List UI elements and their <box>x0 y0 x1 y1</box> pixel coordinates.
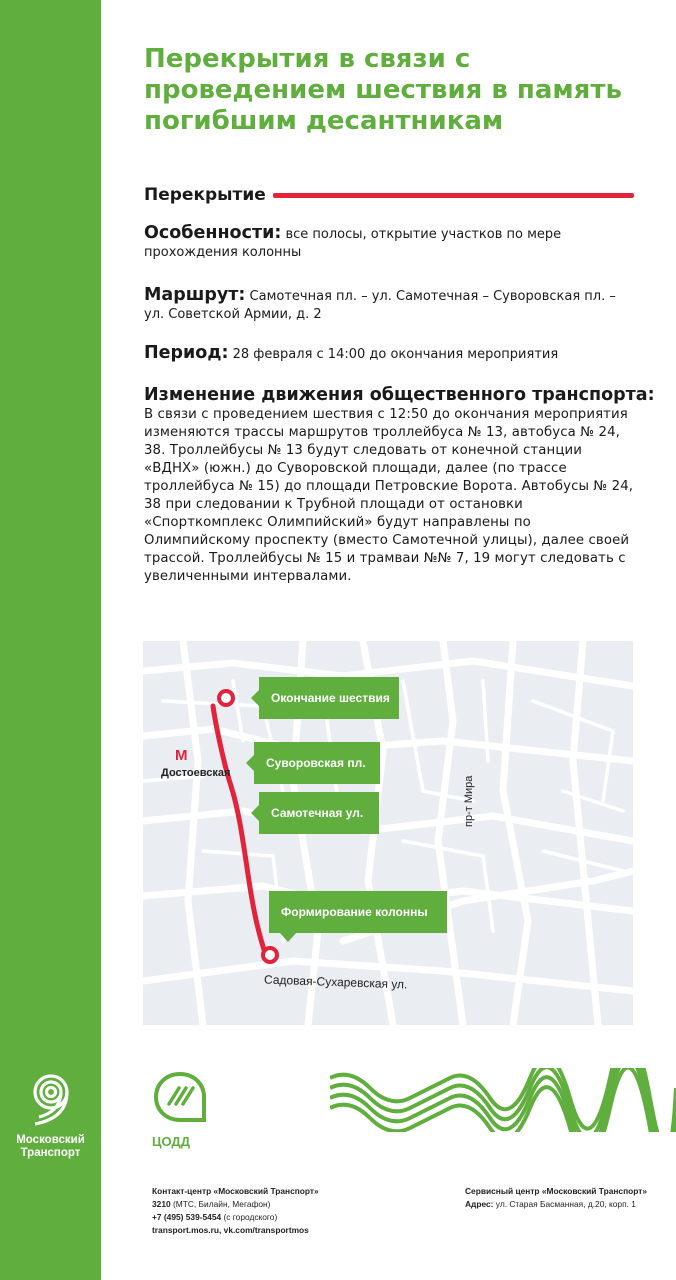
route-text: Самотечная пл. – ул. Самотечная – Суворовская пл. – ул. Советской Армии, д. 2 <box>144 289 616 322</box>
street-label-mira: пр-т Мира <box>463 775 475 827</box>
period-label: Период: <box>144 343 229 363</box>
period-paragraph <box>144 344 636 364</box>
service-title: Сервисный центр «Московский Транспорт» <box>465 1186 648 1196</box>
moscow-transport-logo <box>0 1072 101 1160</box>
logo-line-1: Московский <box>16 1134 85 1146</box>
transport-change-text: В связи с проведением шествия с 12:50 до окончания мероприятия изменяются трассы маршрутов троллейбуса № 13, автобуса № 24, 38. Троллейбусы № 13 будут следовать от конечной станции «ВДНХ» (южн.) до Суворовской площади, далее (по трассе троллейбуса № 15) до площади Петровские Ворота. Автобусы № 24, 38 при следовании к Трубной площади от остановки «Спорткомплекс Олимпийский» будут направлены по Олимпийскому проспекту (вместо Самотечной улицы), далее своей трассой. Троллейбусы № 15 и трамваи №№ 7, 19 могут следовать с увеличенными интервалами. <box>144 407 634 584</box>
contact-center-block <box>152 1185 319 1237</box>
page-title: Перекрытия в связи с проведением шествия в память погибшим десантникам <box>144 44 622 136</box>
transport-change-heading: Изменение движения общественного транспорта: <box>144 385 655 405</box>
tag-samotechnaya <box>259 792 379 834</box>
tag-suvorovskaya-label: Суворовская пл. <box>266 756 366 770</box>
metro-station-label: Достоевская <box>161 767 231 779</box>
contact-links[interactable]: transport.mos.ru, vk.com/transportmos <box>152 1225 309 1235</box>
codd-label: ЦОДД <box>152 1134 190 1149</box>
red-divider-line <box>273 193 634 198</box>
tag-suvorovskaya <box>254 742 380 784</box>
closure-section-header <box>144 184 634 206</box>
metro-icon: М <box>175 747 188 764</box>
phone-long[interactable]: +7 (495) 539-5454 <box>152 1212 222 1222</box>
phone-short-note: (МТС, Билайн, Мегафон) <box>170 1199 271 1209</box>
route-start-marker <box>263 948 277 962</box>
closure-heading: Перекрытие <box>144 185 266 205</box>
route-label: Маршрут: <box>144 285 246 305</box>
route-map <box>143 641 633 1025</box>
address-label: Адрес: <box>465 1199 494 1209</box>
contact-title: Контакт-центр «Московский Транспорт» <box>152 1186 319 1196</box>
tag-formation-label: Формирование колонны <box>281 905 428 919</box>
phone-long-note: (с городского) <box>221 1212 278 1222</box>
tag-samotechnaya-label: Самотечная ул. <box>271 806 364 820</box>
address-text: ул. Старая Басманная, д.20, корп. 1 <box>493 1199 636 1209</box>
decorative-wave-pattern <box>330 1068 676 1132</box>
codd-logo <box>152 1070 222 1149</box>
route-end-marker <box>219 691 233 705</box>
street-label-sadovaya: Садовая-Сухаревская ул. <box>263 972 408 992</box>
features-paragraph <box>144 224 636 262</box>
tag-end-procession <box>259 677 399 719</box>
route-paragraph <box>144 286 636 324</box>
codd-pin-icon <box>152 1070 208 1126</box>
features-text: все полосы, открытие участков по мере прохождения колонны <box>144 227 562 260</box>
service-center-block <box>465 1185 647 1211</box>
logo-line-2: Транспорт <box>20 1147 81 1159</box>
features-label: Особенности: <box>144 223 282 243</box>
phone-short[interactable]: 3210 <box>152 1199 171 1209</box>
tag-end-label: Окончание шествия <box>271 691 390 705</box>
period-text: 28 февраля с 14:00 до окончания мероприятия <box>228 347 559 362</box>
tag-formation <box>269 891 447 933</box>
moscow-transport-nine-icon <box>21 1072 81 1128</box>
